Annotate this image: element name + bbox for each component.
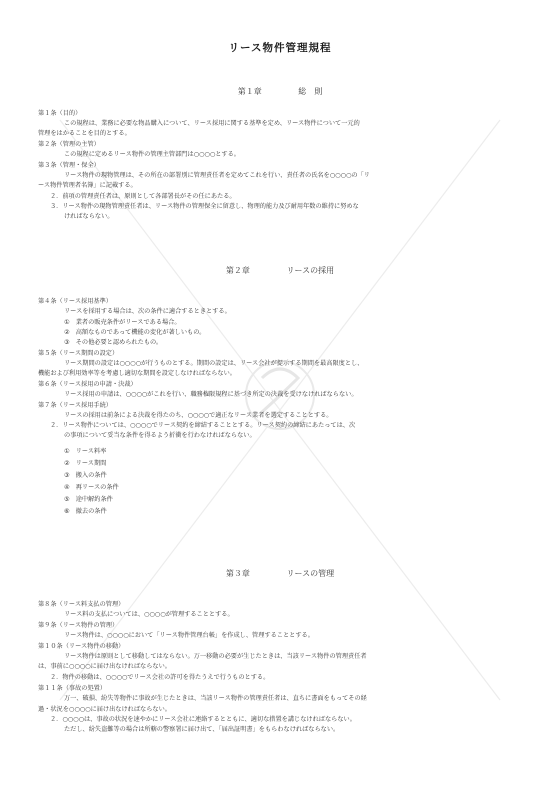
article-text: リース料の支払については、○○○○が管理することとする。 bbox=[64, 611, 234, 618]
article-text: この規程に定めるリース物件の管理主管部門は○○○○とする。 bbox=[64, 151, 240, 158]
article-heading: 第５条（リース期間の設定） bbox=[38, 350, 119, 357]
article-text: 過・状況を○○○○に届け出なければならない。 bbox=[38, 706, 171, 713]
article-text: ース物件管理者名簿」に記載する。 bbox=[38, 182, 137, 189]
article-text: リース期間の設定は○○○○が行うものとする。期間の設定は、リース会社が提示する期間を最高限度とし、 bbox=[64, 360, 364, 367]
list-item: ① リース料率 bbox=[64, 448, 107, 455]
document-title: リース物件管理規程 bbox=[228, 42, 332, 54]
article-heading: 第１１条（事故の処置） bbox=[38, 685, 107, 692]
article-text: ２．○○○○は、事故の状況を速やかにリース会社に連絡するとともに、適切な措置を講じなければならない。 bbox=[50, 716, 356, 723]
article-text: ２．物件の移動は、○○○○でリース会社の許可を得たうえで行うものとする。 bbox=[50, 674, 270, 681]
chapter-number: 第２章 bbox=[225, 266, 250, 275]
article-text: この規程は、業務に必要な物品購入について、リース採用に関する基準を定め、リース物件について一元的 bbox=[64, 120, 360, 127]
article-text: ３．リース物件の現物管理責任者は、リース物件の管理保全に留意し、物理的能力及び耐用年数の維持に努めな bbox=[50, 203, 359, 210]
article-heading: 第１０条（リース物件の移動） bbox=[38, 643, 125, 650]
article-text: リース物件は原則として移動してはならない。万一移動の必要が生じたときは、当該リース物件の管理責任者 bbox=[64, 653, 367, 660]
chapter-heading-1 bbox=[0, 86, 560, 97]
list-item: ③ 搬入の条件 bbox=[64, 472, 107, 479]
article-text: 機能および利用効率等を考慮し適切な期間を設定しなければならない。 bbox=[38, 370, 236, 377]
article-heading: 第１条（目的） bbox=[38, 110, 82, 117]
article-heading: 第９条（リース物件の管理） bbox=[38, 622, 119, 629]
chapter-name: 総 則 bbox=[298, 87, 323, 96]
list-item: ⑤ 途中解約条件 bbox=[64, 496, 113, 503]
list-item: ① 業者の販売条件がリースである場合。 bbox=[64, 319, 181, 326]
chapter-name: リースの管理 bbox=[286, 569, 335, 578]
list-item: ② リース期間 bbox=[64, 460, 107, 467]
chapter-heading-3 bbox=[0, 568, 560, 579]
chapter-number: 第１章 bbox=[237, 87, 262, 96]
list-item: ③ その他必要と認められたもの。 bbox=[64, 339, 163, 346]
article-text: 万一、破損、紛失等物件に事故が生じたときは、当該リース物件の管理責任者は、直ちに書面をもってその経 bbox=[64, 695, 367, 702]
article-heading: 第６条（リース採用の申請・決裁） bbox=[38, 381, 137, 388]
article-text: は、事前に○○○○に届け出なければならない。 bbox=[38, 663, 171, 670]
article-heading: 第７条（リース採用手続） bbox=[38, 402, 112, 409]
article-text: リース物件の現物管理は、その所在の部署別に管理責任者を定めてこれを行い、責任者の氏名を○○○○の「リ bbox=[64, 172, 370, 179]
article-heading: 第２条（管理の主管） bbox=[38, 141, 100, 148]
article-heading: 第４条（リース採用基準） bbox=[38, 298, 112, 305]
list-item: ② 高額なものであって機能の変化が著しいもの。 bbox=[64, 329, 206, 336]
article-text: 管理をはかることを目的とする。 bbox=[38, 130, 131, 137]
article-text: の事項について妥当な条件を得るよう折衝を行わなければならない。 bbox=[64, 432, 256, 439]
list-item: ④ 再リースの条件 bbox=[64, 484, 119, 491]
chapter-heading-2 bbox=[0, 265, 560, 276]
list-item: ⑥ 撤去の条件 bbox=[64, 508, 107, 515]
article-text: ければならない。 bbox=[64, 213, 114, 220]
chapter-name: リースの採用 bbox=[286, 266, 335, 275]
article-text: ただし、紛失盗難等の場合は所轄の警察署に届け出て、「届出証明書」をもらわなければならない。 bbox=[64, 726, 340, 733]
article-text: リースを採用する場合は、次の条件に適合するときとする。 bbox=[64, 308, 231, 315]
article-text: ２．前項の管理責任者は、原則として各部署長がその任にあたる。 bbox=[50, 193, 236, 200]
article-text: リースの採用は前条による決裁を得たのち、○○○○で適正なリース業者を選定することとする。 bbox=[64, 412, 333, 419]
article-text: ２．リース物件については、○○○○でリース契約を締結することとする。リース契約の締結にあたっては、次 bbox=[50, 422, 356, 429]
article-text: リース採用の申請は、○○○○がこれを行い、職務権限規程に基づき所定の決裁を受けなければならない。 bbox=[64, 391, 358, 398]
chapter-number: 第３章 bbox=[225, 569, 250, 578]
article-heading: 第３条（管理・保全） bbox=[38, 162, 100, 169]
article-heading: 第８条（リース料支払の管理） bbox=[38, 601, 125, 608]
article-text: リース物件は、○○○○において「リース物件管理台帳」を作成し、管理することとする。 bbox=[64, 632, 314, 639]
